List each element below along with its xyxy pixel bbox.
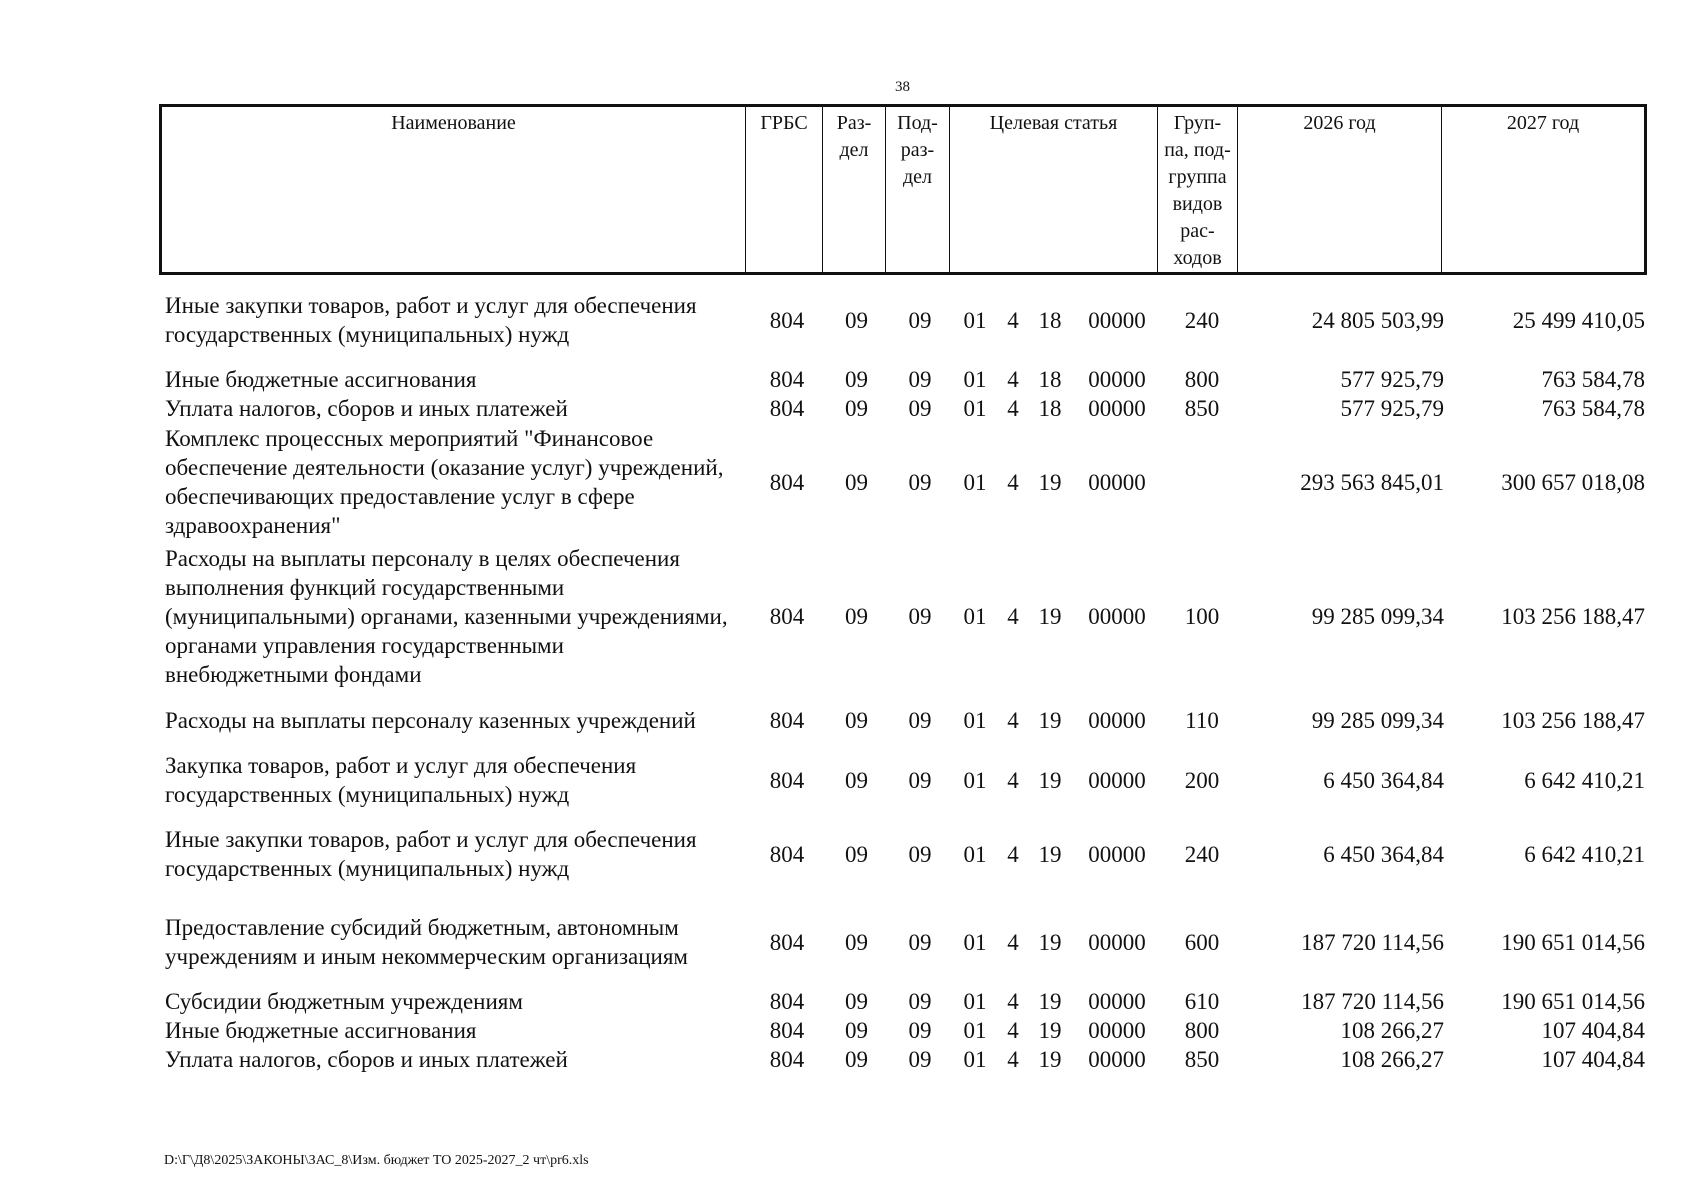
row-amount-2026: 99 285 099,34 — [1311, 603, 1444, 629]
table-row — [159, 542, 1649, 690]
table-row — [159, 912, 1649, 972]
row-amount-2026: 24 805 503,99 — [1311, 307, 1444, 333]
row-razdel: 09 — [845, 603, 868, 629]
row-target-complex: 18 — [1038, 307, 1062, 333]
row-name: Иные закупки товаров, работ и услуг для обеспечения государственных (муниципальных) нужд — [165, 293, 697, 347]
row-amount-2027: 6 642 410,21 — [1524, 841, 1645, 867]
row-target-direction: 00000 — [1088, 395, 1146, 421]
row-podrazdel: 09 — [908, 707, 932, 733]
row-expense-group: 240 — [1184, 841, 1220, 867]
row-grbs: 804 — [769, 1046, 805, 1072]
row-grbs: 804 — [769, 395, 805, 421]
row-podrazdel: 09 — [908, 603, 932, 629]
row-target-direction: 00000 — [1088, 841, 1146, 867]
row-target-direction: 00000 — [1088, 469, 1146, 495]
row-name: Субсидии бюджетным учреждениям — [165, 988, 523, 1014]
row-razdel: 09 — [845, 767, 868, 793]
row-name: Уплата налогов, сборов и иных платежей — [165, 1046, 568, 1072]
row-razdel: 09 — [845, 395, 868, 421]
row-target-type: 4 — [1007, 366, 1019, 392]
row-target-direction: 00000 — [1088, 603, 1146, 629]
row-podrazdel: 09 — [908, 366, 932, 392]
row-target-complex: 19 — [1038, 469, 1062, 495]
table-header — [159, 104, 1647, 275]
row-amount-2027: 103 256 188,47 — [1501, 707, 1645, 733]
row-amount-2026: 187 720 114,56 — [1301, 929, 1444, 955]
row-podrazdel: 09 — [908, 841, 932, 867]
table-row — [159, 393, 1649, 423]
header-target-article: Целевая статья — [950, 106, 1158, 274]
row-target-direction: 00000 — [1088, 1046, 1146, 1072]
row-name: Комплекс процессных мероприятий "Финансовое обеспечение деятельности (оказание услуг) учреждений, обеспечивающих предоставление услуг в сфере здравоохранения" — [165, 426, 724, 538]
row-target-complex: 19 — [1038, 767, 1062, 793]
row-name: Иные закупки товаров, работ и услуг для обеспечения государственных (муниципальных) нужд — [165, 827, 697, 881]
row-name: Иные бюджетные ассигнования — [165, 1017, 477, 1043]
row-amount-2027: 300 657 018,08 — [1501, 469, 1645, 495]
row-podrazdel: 09 — [908, 1046, 932, 1072]
row-expense-group: 110 — [1185, 707, 1219, 733]
row-grbs: 804 — [769, 307, 805, 333]
row-target-program: 01 — [963, 469, 987, 495]
row-expense-group: 600 — [1184, 929, 1220, 955]
row-grbs: 804 — [769, 767, 805, 793]
row-podrazdel: 09 — [908, 395, 932, 421]
row-grbs: 804 — [769, 929, 805, 955]
row-amount-2026: 293 563 845,01 — [1300, 469, 1444, 495]
row-expense-group: 200 — [1184, 767, 1220, 793]
header-grbs: ГРБС — [746, 106, 823, 274]
row-podrazdel: 09 — [908, 1017, 932, 1043]
row-expense-group: 100 — [1184, 603, 1220, 629]
row-name: Расходы на выплаты персоналу в целях обеспечения выполнения функций государственными (муниципальными) органами, казенными учреждениями, органами управления государственными внебюджетными фондами — [165, 545, 728, 687]
header-expense-group: Груп- па, под- группа видов рас- ходов — [1158, 106, 1238, 274]
row-target-complex: 19 — [1038, 988, 1062, 1014]
row-amount-2026: 577 925,79 — [1340, 395, 1444, 421]
table-row — [159, 423, 1649, 541]
header-podrazdel: Под- раз- дел — [886, 106, 950, 274]
header-year-2027: 2027 год — [1442, 106, 1646, 274]
row-razdel: 09 — [845, 841, 868, 867]
row-amount-2026: 577 925,79 — [1340, 366, 1444, 392]
row-amount-2027: 107 404,84 — [1541, 1017, 1645, 1043]
row-target-program: 01 — [963, 366, 987, 392]
row-razdel: 09 — [845, 707, 868, 733]
row-target-program: 01 — [963, 1017, 987, 1043]
row-target-complex: 19 — [1038, 1046, 1062, 1072]
row-expense-group: 850 — [1184, 1046, 1220, 1072]
row-target-program: 01 — [963, 603, 987, 629]
header-razdel: Раз- дел — [823, 106, 886, 274]
row-grbs: 804 — [769, 603, 805, 629]
row-target-program: 01 — [963, 307, 987, 333]
row-expense-group: 610 — [1184, 988, 1220, 1014]
row-target-program: 01 — [963, 1046, 987, 1072]
table-row — [159, 705, 1649, 735]
row-expense-group: 800 — [1184, 1017, 1220, 1043]
table-row — [159, 986, 1649, 1016]
row-amount-2026: 108 266,27 — [1340, 1046, 1444, 1072]
table-row — [159, 750, 1649, 810]
table-row — [159, 1015, 1649, 1045]
row-grbs: 804 — [769, 1017, 805, 1043]
row-expense-group: 850 — [1184, 395, 1220, 421]
row-amount-2027: 190 651 014,56 — [1501, 988, 1645, 1014]
row-target-complex: 18 — [1038, 395, 1062, 421]
file-path-footer: D:\Г\Д8\2025\ЗАКОНЫ\ЗАС_8\Изм. бюджет ТО 2025-2027_2 чт\pr6.xls — [164, 1153, 589, 1168]
row-target-type: 4 — [1007, 707, 1019, 733]
table-row — [159, 290, 1649, 350]
row-target-complex: 19 — [1038, 1017, 1062, 1043]
row-grbs: 804 — [769, 988, 805, 1014]
table-row — [159, 364, 1649, 394]
row-razdel: 09 — [845, 307, 868, 333]
row-name: Иные бюджетные ассигнования — [165, 366, 477, 392]
row-target-type: 4 — [1007, 603, 1019, 629]
row-podrazdel: 09 — [908, 469, 932, 495]
row-expense-group: 800 — [1184, 366, 1220, 392]
row-amount-2026: 187 720 114,56 — [1301, 988, 1444, 1014]
row-amount-2026: 99 285 099,34 — [1311, 707, 1444, 733]
row-target-direction: 00000 — [1088, 366, 1146, 392]
row-target-complex: 19 — [1038, 603, 1062, 629]
row-target-direction: 00000 — [1088, 988, 1146, 1014]
row-podrazdel: 09 — [908, 307, 932, 333]
row-podrazdel: 09 — [908, 767, 932, 793]
row-target-complex: 18 — [1038, 366, 1062, 392]
row-target-type: 4 — [1007, 1046, 1019, 1072]
row-razdel: 09 — [845, 988, 868, 1014]
row-grbs: 804 — [769, 469, 805, 495]
row-name: Расходы на выплаты персоналу казенных учреждений — [165, 707, 696, 733]
row-target-direction: 00000 — [1088, 707, 1146, 733]
row-amount-2027: 6 642 410,21 — [1524, 767, 1645, 793]
row-razdel: 09 — [845, 469, 868, 495]
row-amount-2027: 103 256 188,47 — [1501, 603, 1645, 629]
row-amount-2026: 6 450 364,84 — [1323, 841, 1444, 867]
row-grbs: 804 — [769, 707, 805, 733]
row-target-direction: 00000 — [1088, 307, 1146, 333]
row-name: Закупка товаров, работ и услуг для обеспечения государственных (муниципальных) нужд — [165, 753, 637, 807]
row-target-program: 01 — [963, 841, 987, 867]
row-target-type: 4 — [1007, 395, 1019, 421]
row-target-program: 01 — [963, 988, 987, 1014]
row-podrazdel: 09 — [908, 929, 932, 955]
row-target-type: 4 — [1007, 1017, 1019, 1043]
header-year-2026: 2026 год — [1238, 106, 1442, 274]
row-amount-2027: 25 499 410,05 — [1512, 307, 1645, 333]
row-name: Предоставление субсидий бюджетным, автономным учреждениям и иным некоммерческим организациям — [165, 915, 688, 969]
row-target-program: 01 — [963, 395, 987, 421]
row-razdel: 09 — [845, 1046, 868, 1072]
row-target-program: 01 — [963, 707, 987, 733]
row-target-program: 01 — [963, 929, 987, 955]
row-target-type: 4 — [1007, 307, 1019, 333]
row-target-program: 01 — [963, 767, 987, 793]
row-amount-2027: 107 404,84 — [1541, 1046, 1645, 1072]
row-amount-2026: 108 266,27 — [1340, 1017, 1444, 1043]
page-number: 38 — [895, 79, 910, 95]
row-target-direction: 00000 — [1088, 929, 1146, 955]
row-amount-2027: 190 651 014,56 — [1501, 929, 1645, 955]
row-target-complex: 19 — [1038, 929, 1062, 955]
row-name: Уплата налогов, сборов и иных платежей — [165, 395, 568, 421]
row-target-type: 4 — [1007, 767, 1019, 793]
row-target-type: 4 — [1007, 929, 1019, 955]
row-razdel: 09 — [845, 1017, 868, 1043]
row-target-direction: 00000 — [1088, 1017, 1146, 1043]
row-amount-2027: 763 584,78 — [1541, 395, 1645, 421]
row-target-type: 4 — [1007, 469, 1019, 495]
row-amount-2026: 6 450 364,84 — [1323, 767, 1444, 793]
header-name: Наименование — [161, 106, 746, 274]
row-podrazdel: 09 — [908, 988, 932, 1014]
table-row — [159, 1044, 1649, 1074]
row-amount-2027: 763 584,78 — [1541, 366, 1645, 392]
table-row — [159, 824, 1649, 884]
row-razdel: 09 — [845, 929, 868, 955]
row-grbs: 804 — [769, 366, 805, 392]
row-target-type: 4 — [1007, 841, 1019, 867]
row-expense-group: 240 — [1184, 307, 1220, 333]
row-target-complex: 19 — [1038, 841, 1062, 867]
row-razdel: 09 — [845, 366, 868, 392]
row-grbs: 804 — [769, 841, 805, 867]
row-target-complex: 19 — [1038, 707, 1062, 733]
row-target-type: 4 — [1007, 988, 1019, 1014]
row-target-direction: 00000 — [1088, 767, 1146, 793]
